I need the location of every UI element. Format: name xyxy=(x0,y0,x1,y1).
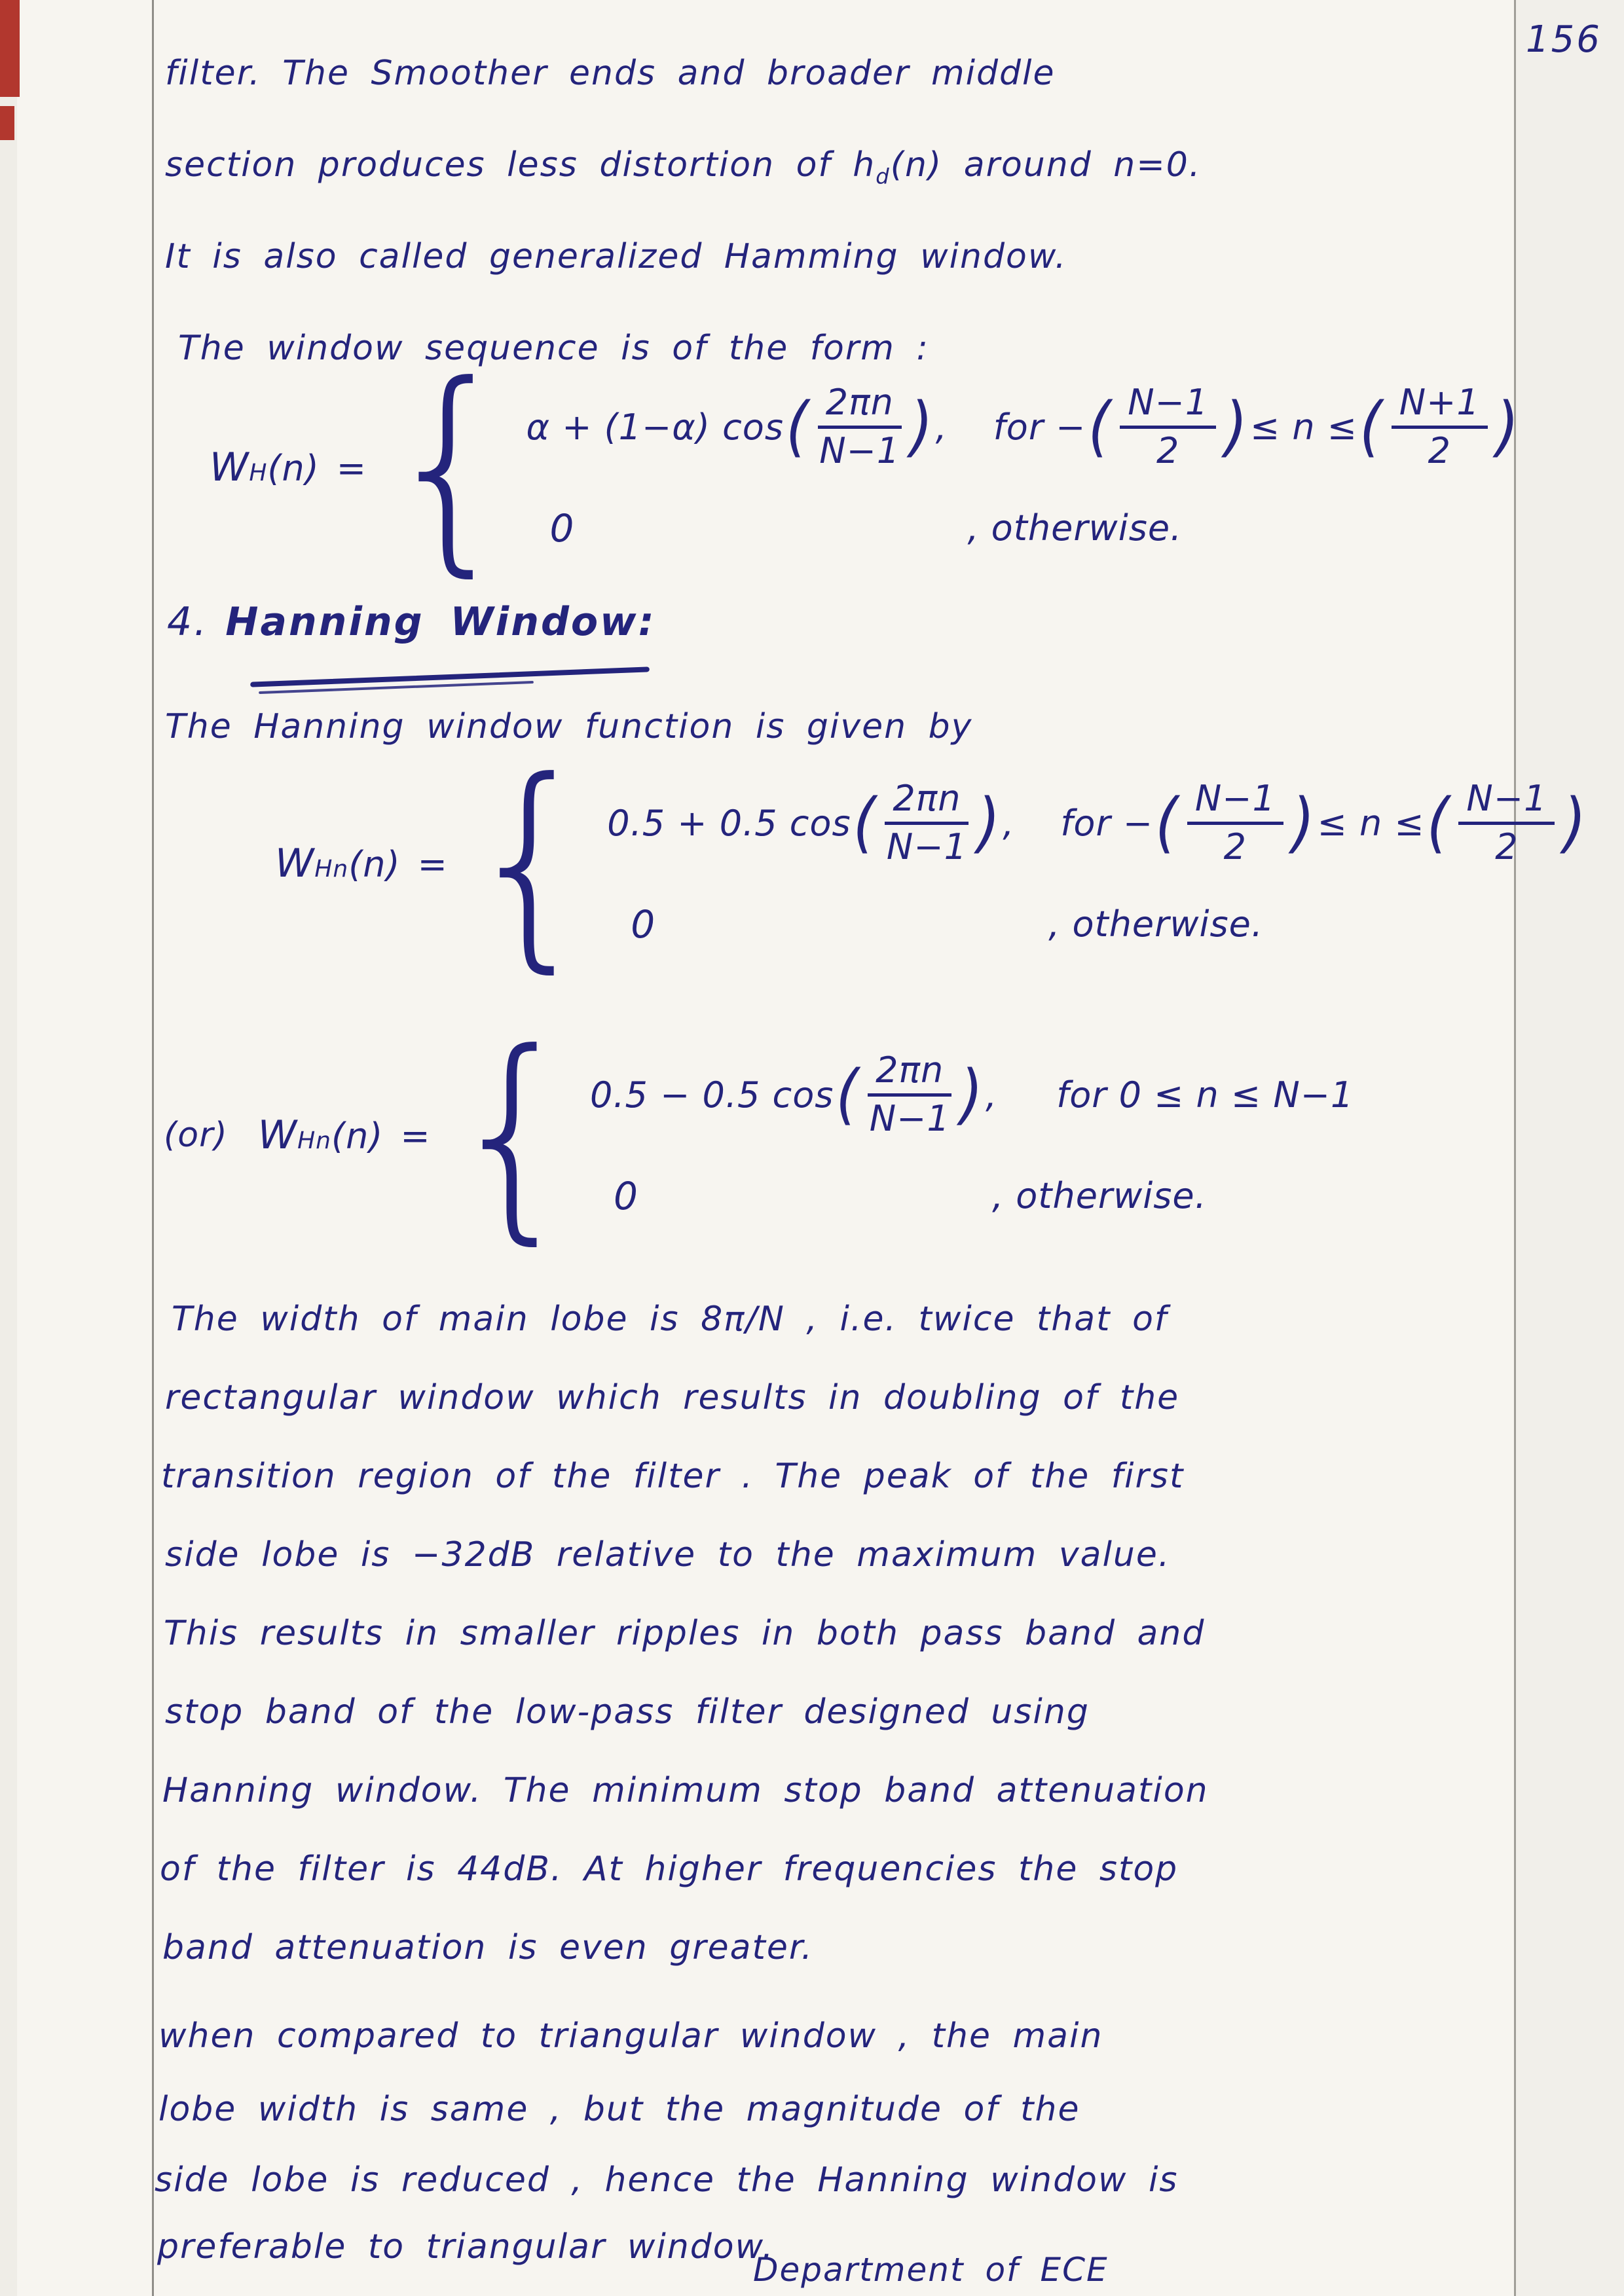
formula-text: 0 xyxy=(631,902,656,947)
equals-sign: = xyxy=(400,1115,431,1157)
close-paren: ) xyxy=(960,1057,984,1133)
paragraph-line: side lobe is −32dB relative to the maximum value. xyxy=(165,1535,1171,1575)
formula-lhs xyxy=(258,1112,431,1158)
or-label: (or) xyxy=(164,1115,228,1155)
formula-cases xyxy=(590,1049,1354,1218)
text-line: filter. The Smoother ends and broader middle xyxy=(165,54,1056,93)
comma: , xyxy=(986,1074,998,1116)
paragraph-line: stop band of the low-pass filter designed using xyxy=(165,1692,1090,1732)
formula-text: for − xyxy=(993,406,1086,448)
subscript: H xyxy=(249,459,268,486)
open-paren: ( xyxy=(1426,785,1450,862)
fraction xyxy=(818,384,902,469)
formula-text: α + (1−α) cos xyxy=(526,406,784,448)
formula-condition xyxy=(993,384,1522,469)
formula-text: 0.5 − 0.5 cos xyxy=(590,1074,834,1116)
formula-condition xyxy=(1060,780,1589,866)
fraction-numerator: N−1 xyxy=(1120,384,1216,429)
margin-line-left xyxy=(152,0,154,2296)
formula-text: 0.5 + 0.5 cos xyxy=(607,802,851,844)
footer-department: Department of ECE xyxy=(753,2251,1109,2289)
formula-lhs xyxy=(275,841,448,886)
formula-text: , otherwise. xyxy=(967,507,1183,549)
text-run: (n) around n=0. xyxy=(890,145,1202,185)
brace-symbol: { xyxy=(384,337,516,596)
fraction-numerator: N−1 xyxy=(1187,780,1283,825)
subscript: Hn xyxy=(314,855,349,883)
close-paren: ) xyxy=(1563,785,1587,862)
paragraph-line: of the filter is 44dB. At higher frequencies the stop xyxy=(160,1850,1179,1889)
close-paren: ) xyxy=(1291,785,1316,862)
paragraph-line: The width of main lobe is 8π/N , i.e. twice that of xyxy=(172,1300,1168,1339)
symbol-w: W xyxy=(275,840,315,886)
scan-artifact xyxy=(0,0,20,97)
fraction-denominator: N−1 xyxy=(819,429,900,471)
brace-symbol: { xyxy=(447,1005,580,1264)
case-row xyxy=(590,1049,1354,1139)
formula-text: , otherwise. xyxy=(1048,903,1264,945)
formula-cases xyxy=(526,384,1521,550)
scan-shade xyxy=(1516,0,1624,2296)
formula-text: ≤ n ≤ xyxy=(1317,802,1425,844)
paragraph-line: side lobe is reduced , hence the Hanning window is xyxy=(155,2160,1179,2200)
fraction-numerator: 2πn xyxy=(885,780,969,825)
symbol-w: W xyxy=(210,444,249,490)
page-number: 156 xyxy=(1526,18,1602,61)
case-row xyxy=(607,780,1589,866)
section-title: Hanning Window: xyxy=(225,599,656,645)
text-line: It is also called generalized Hamming window. xyxy=(165,237,1067,276)
fraction-denominator: N−1 xyxy=(886,826,967,867)
case-row xyxy=(526,506,1521,551)
formula-text: ≤ n ≤ xyxy=(1249,406,1358,448)
paragraph-line: rectangular window which results in doubling of the xyxy=(165,1378,1180,1417)
case-row xyxy=(526,384,1521,469)
formula-text: 0 xyxy=(614,1173,638,1218)
fraction-denominator: 2 xyxy=(1428,429,1451,471)
paragraph-line: lobe width is same , but the magnitude of the xyxy=(158,2090,1080,2129)
close-paren: ) xyxy=(1225,389,1248,465)
fraction xyxy=(1392,384,1488,469)
text-run: section produces less distortion of h xyxy=(165,145,876,185)
equals-sign: = xyxy=(417,843,448,885)
formula-cases xyxy=(607,780,1589,946)
fraction xyxy=(1458,780,1555,866)
case-row xyxy=(607,902,1589,947)
paragraph-line: preferable to triangular window. xyxy=(157,2227,775,2267)
formula-text: 0 xyxy=(549,505,575,551)
fraction-denominator: 2 xyxy=(1156,429,1180,471)
section-number: 4. xyxy=(167,599,209,645)
fraction xyxy=(1120,384,1216,469)
comma: , xyxy=(1003,802,1015,844)
symbol-w: W xyxy=(257,1112,298,1158)
close-paren: ) xyxy=(1496,389,1520,465)
formula-text: , otherwise. xyxy=(991,1175,1207,1217)
subscript: Hn xyxy=(297,1127,331,1154)
formula-text: for − xyxy=(1060,802,1154,844)
open-paren: ( xyxy=(1088,389,1112,465)
open-paren: ( xyxy=(853,785,877,862)
formula-lhs xyxy=(210,445,367,490)
open-paren: ( xyxy=(836,1057,860,1133)
fraction xyxy=(885,780,969,866)
fraction-denominator: N−1 xyxy=(869,1097,950,1139)
fraction-denominator: 2 xyxy=(1495,826,1519,867)
fraction-numerator: N+1 xyxy=(1392,384,1488,429)
scan-artifact xyxy=(0,106,14,140)
symbol-arg: (n) xyxy=(267,447,320,489)
close-paren: ) xyxy=(910,389,934,465)
fraction-numerator: N−1 xyxy=(1458,780,1555,825)
fraction xyxy=(1187,780,1283,866)
case-row xyxy=(590,1174,1354,1218)
paragraph-line: when compared to triangular window , the main xyxy=(158,2016,1103,2056)
fraction-denominator: 2 xyxy=(1223,826,1247,867)
comma: , xyxy=(935,406,948,448)
formula-condition: for 0 ≤ n ≤ N−1 xyxy=(1056,1074,1354,1116)
fraction xyxy=(868,1049,951,1139)
open-paren: ( xyxy=(785,389,809,465)
subscript: d xyxy=(876,164,891,189)
paragraph-line: transition region of the filter . The peak of the first xyxy=(161,1457,1185,1496)
fraction-numerator: 2πn xyxy=(818,384,902,429)
fraction-numerator: 2πn xyxy=(868,1052,951,1097)
text-line xyxy=(165,145,1201,189)
scan-edge xyxy=(0,0,17,2296)
brace-symbol: { xyxy=(464,733,597,993)
open-paren: ( xyxy=(1359,389,1383,465)
equals-sign: = xyxy=(336,447,367,489)
hanning-window-alt-formula xyxy=(164,1005,1354,1264)
symbol-arg: (n) xyxy=(331,1115,384,1157)
close-paren: ) xyxy=(977,785,1001,862)
hanning-window-formula xyxy=(275,733,1589,993)
open-paren: ( xyxy=(1155,785,1179,862)
symbol-arg: (n) xyxy=(348,843,401,885)
text-line: The window sequence is of the form : xyxy=(178,329,929,368)
paragraph-line: This results in smaller ripples in both pass band and xyxy=(164,1614,1206,1653)
text-line: The Hanning window function is given by xyxy=(165,707,973,746)
paragraph-line: Hanning window. The minimum stop band attenuation xyxy=(162,1771,1209,1810)
paragraph-line: band attenuation is even greater. xyxy=(162,1928,813,1967)
section-heading xyxy=(167,599,656,645)
